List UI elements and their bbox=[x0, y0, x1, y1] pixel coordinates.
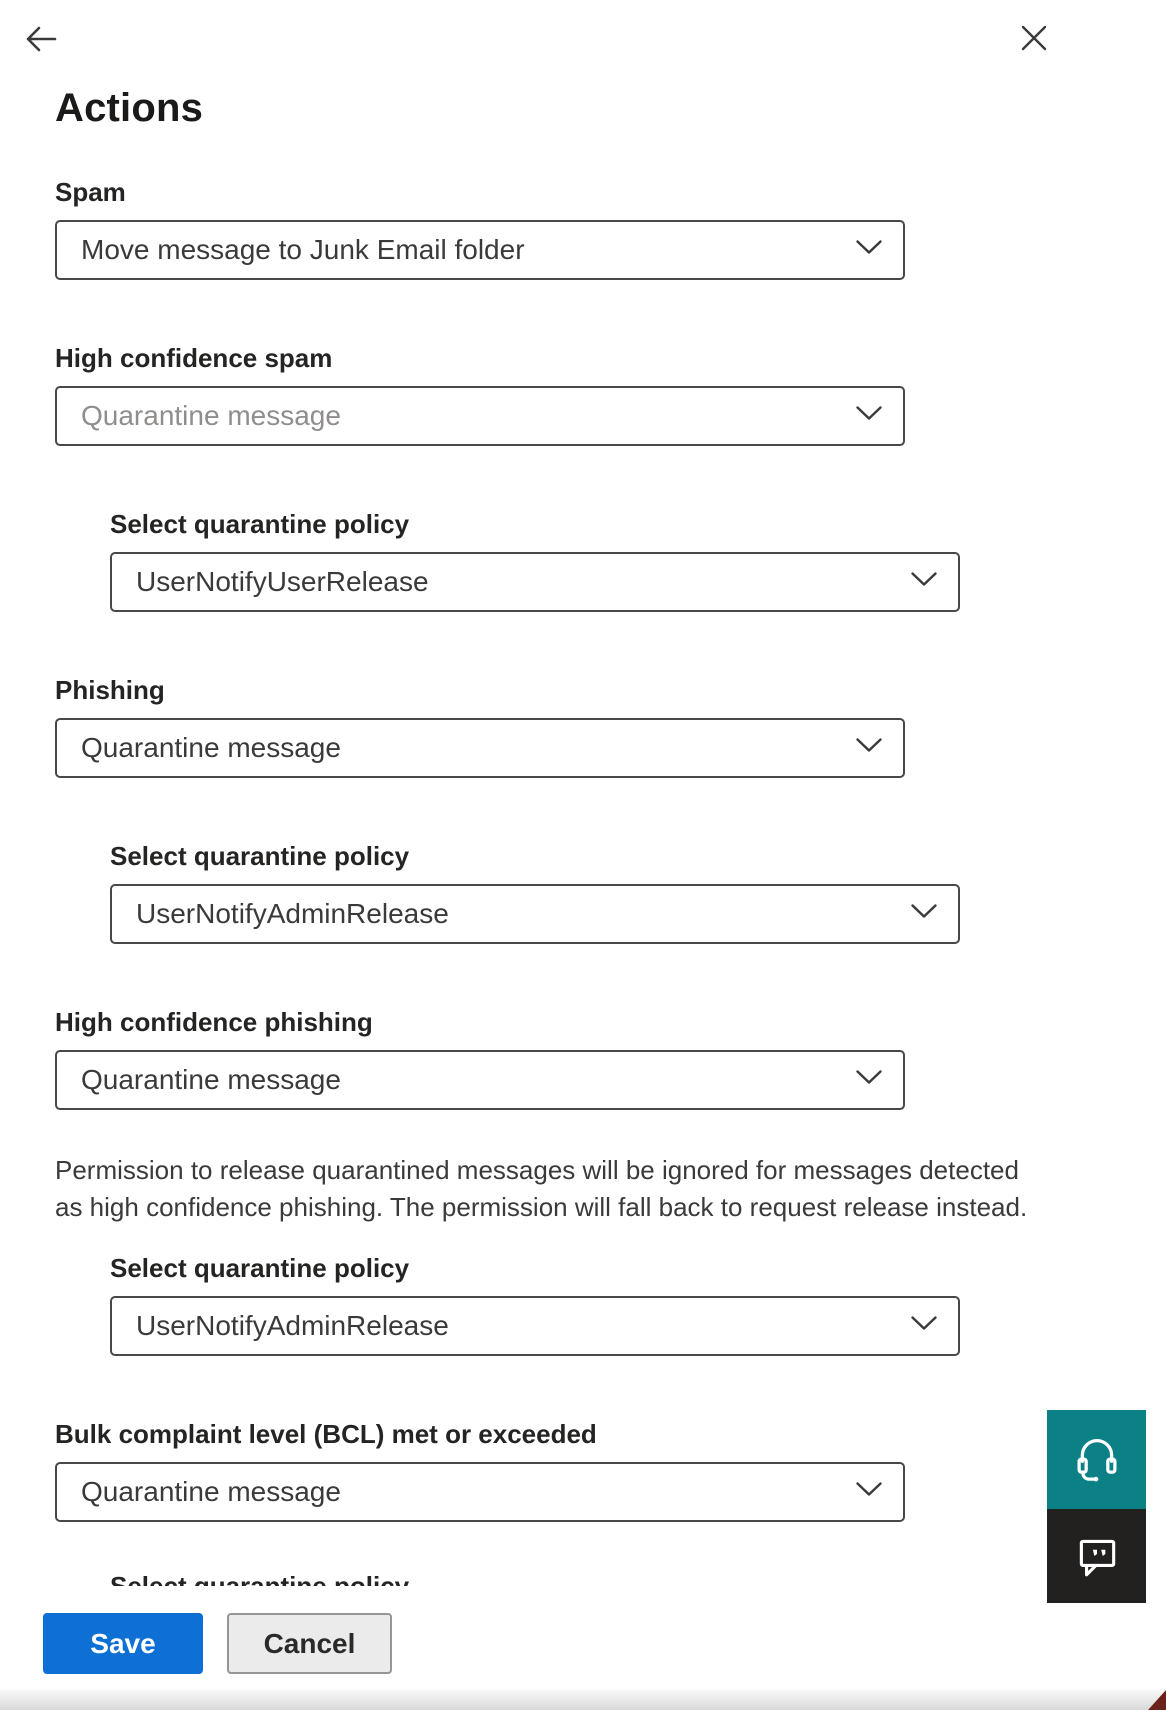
high-confidence-spam-action-value: Quarantine message bbox=[81, 400, 341, 431]
field-quarantine-policy-hcs bbox=[110, 508, 1166, 612]
chevron-down-icon bbox=[910, 571, 938, 593]
high-confidence-spam-action-select[interactable] bbox=[55, 386, 905, 446]
floating-button-rail bbox=[1047, 1410, 1146, 1603]
quarantine-policy-hcp-select[interactable] bbox=[110, 1296, 960, 1356]
feedback-chat-icon bbox=[1072, 1530, 1122, 1583]
chevron-down-icon bbox=[855, 1481, 883, 1503]
field-quarantine-policy-hcp bbox=[110, 1252, 1166, 1356]
bcl-action-value: Quarantine message bbox=[81, 1476, 341, 1507]
footer-shadow bbox=[0, 1689, 1166, 1710]
chevron-down-icon bbox=[855, 239, 883, 261]
field-high-confidence-phishing bbox=[55, 1006, 1166, 1110]
form-content bbox=[0, 150, 1166, 1614]
bcl-label: Bulk complaint level (BCL) met or exceeded bbox=[55, 1419, 597, 1449]
spam-label: Spam bbox=[55, 177, 126, 207]
headset-icon bbox=[1071, 1432, 1123, 1487]
high-confidence-phishing-note: Permission to release quarantined messages will be ignored for messages detected as high confidence phishing. The permission will fall back to request release instead. bbox=[55, 1155, 1028, 1222]
chevron-down-icon bbox=[855, 405, 883, 427]
quarantine-policy-phishing-select[interactable] bbox=[110, 884, 960, 944]
cancel-button[interactable]: Cancel bbox=[227, 1613, 392, 1674]
quarantine-policy-phishing-label: Select quarantine policy bbox=[110, 841, 410, 871]
chevron-down-icon bbox=[910, 1315, 938, 1337]
close-icon bbox=[1018, 42, 1050, 57]
phishing-action-select[interactable] bbox=[55, 718, 905, 778]
quarantine-policy-hcs-value: UserNotifyUserRelease bbox=[136, 566, 429, 597]
phishing-action-value: Quarantine message bbox=[81, 732, 341, 763]
field-bcl bbox=[55, 1418, 1166, 1522]
help-button[interactable] bbox=[1047, 1410, 1146, 1509]
quarantine-policy-hcp-label: Select quarantine policy bbox=[110, 1253, 410, 1283]
high-confidence-spam-label: High confidence spam bbox=[55, 343, 333, 373]
phishing-label: Phishing bbox=[55, 675, 165, 705]
high-confidence-phishing-label: High confidence phishing bbox=[55, 1007, 373, 1037]
spam-action-select[interactable] bbox=[55, 220, 905, 280]
chevron-down-icon bbox=[910, 903, 938, 925]
field-quarantine-policy-phishing bbox=[110, 840, 1166, 944]
feedback-button[interactable] bbox=[1047, 1509, 1146, 1603]
back-arrow-icon bbox=[22, 46, 60, 61]
field-phishing bbox=[55, 674, 1166, 778]
save-button[interactable]: Save bbox=[43, 1613, 203, 1674]
chevron-down-icon bbox=[855, 737, 883, 759]
field-spam bbox=[55, 176, 1166, 280]
footer-bar bbox=[0, 1586, 1166, 1710]
quarantine-policy-hcs-select[interactable] bbox=[110, 552, 960, 612]
high-confidence-phishing-action-select[interactable] bbox=[55, 1050, 905, 1110]
high-confidence-phishing-action-value: Quarantine message bbox=[81, 1064, 341, 1095]
quarantine-policy-hcs-label: Select quarantine policy bbox=[110, 509, 410, 539]
field-high-confidence-spam bbox=[55, 342, 1166, 446]
quarantine-policy-hcp-value: UserNotifyAdminRelease bbox=[136, 1310, 449, 1341]
quarantine-policy-phishing-value: UserNotifyAdminRelease bbox=[136, 898, 449, 929]
bcl-action-select[interactable] bbox=[55, 1462, 905, 1522]
back-button[interactable] bbox=[22, 20, 60, 58]
spam-action-value: Move message to Junk Email folder bbox=[81, 234, 525, 265]
chevron-down-icon bbox=[855, 1069, 883, 1091]
close-button[interactable] bbox=[1018, 22, 1050, 54]
page-title: Actions bbox=[55, 86, 204, 130]
